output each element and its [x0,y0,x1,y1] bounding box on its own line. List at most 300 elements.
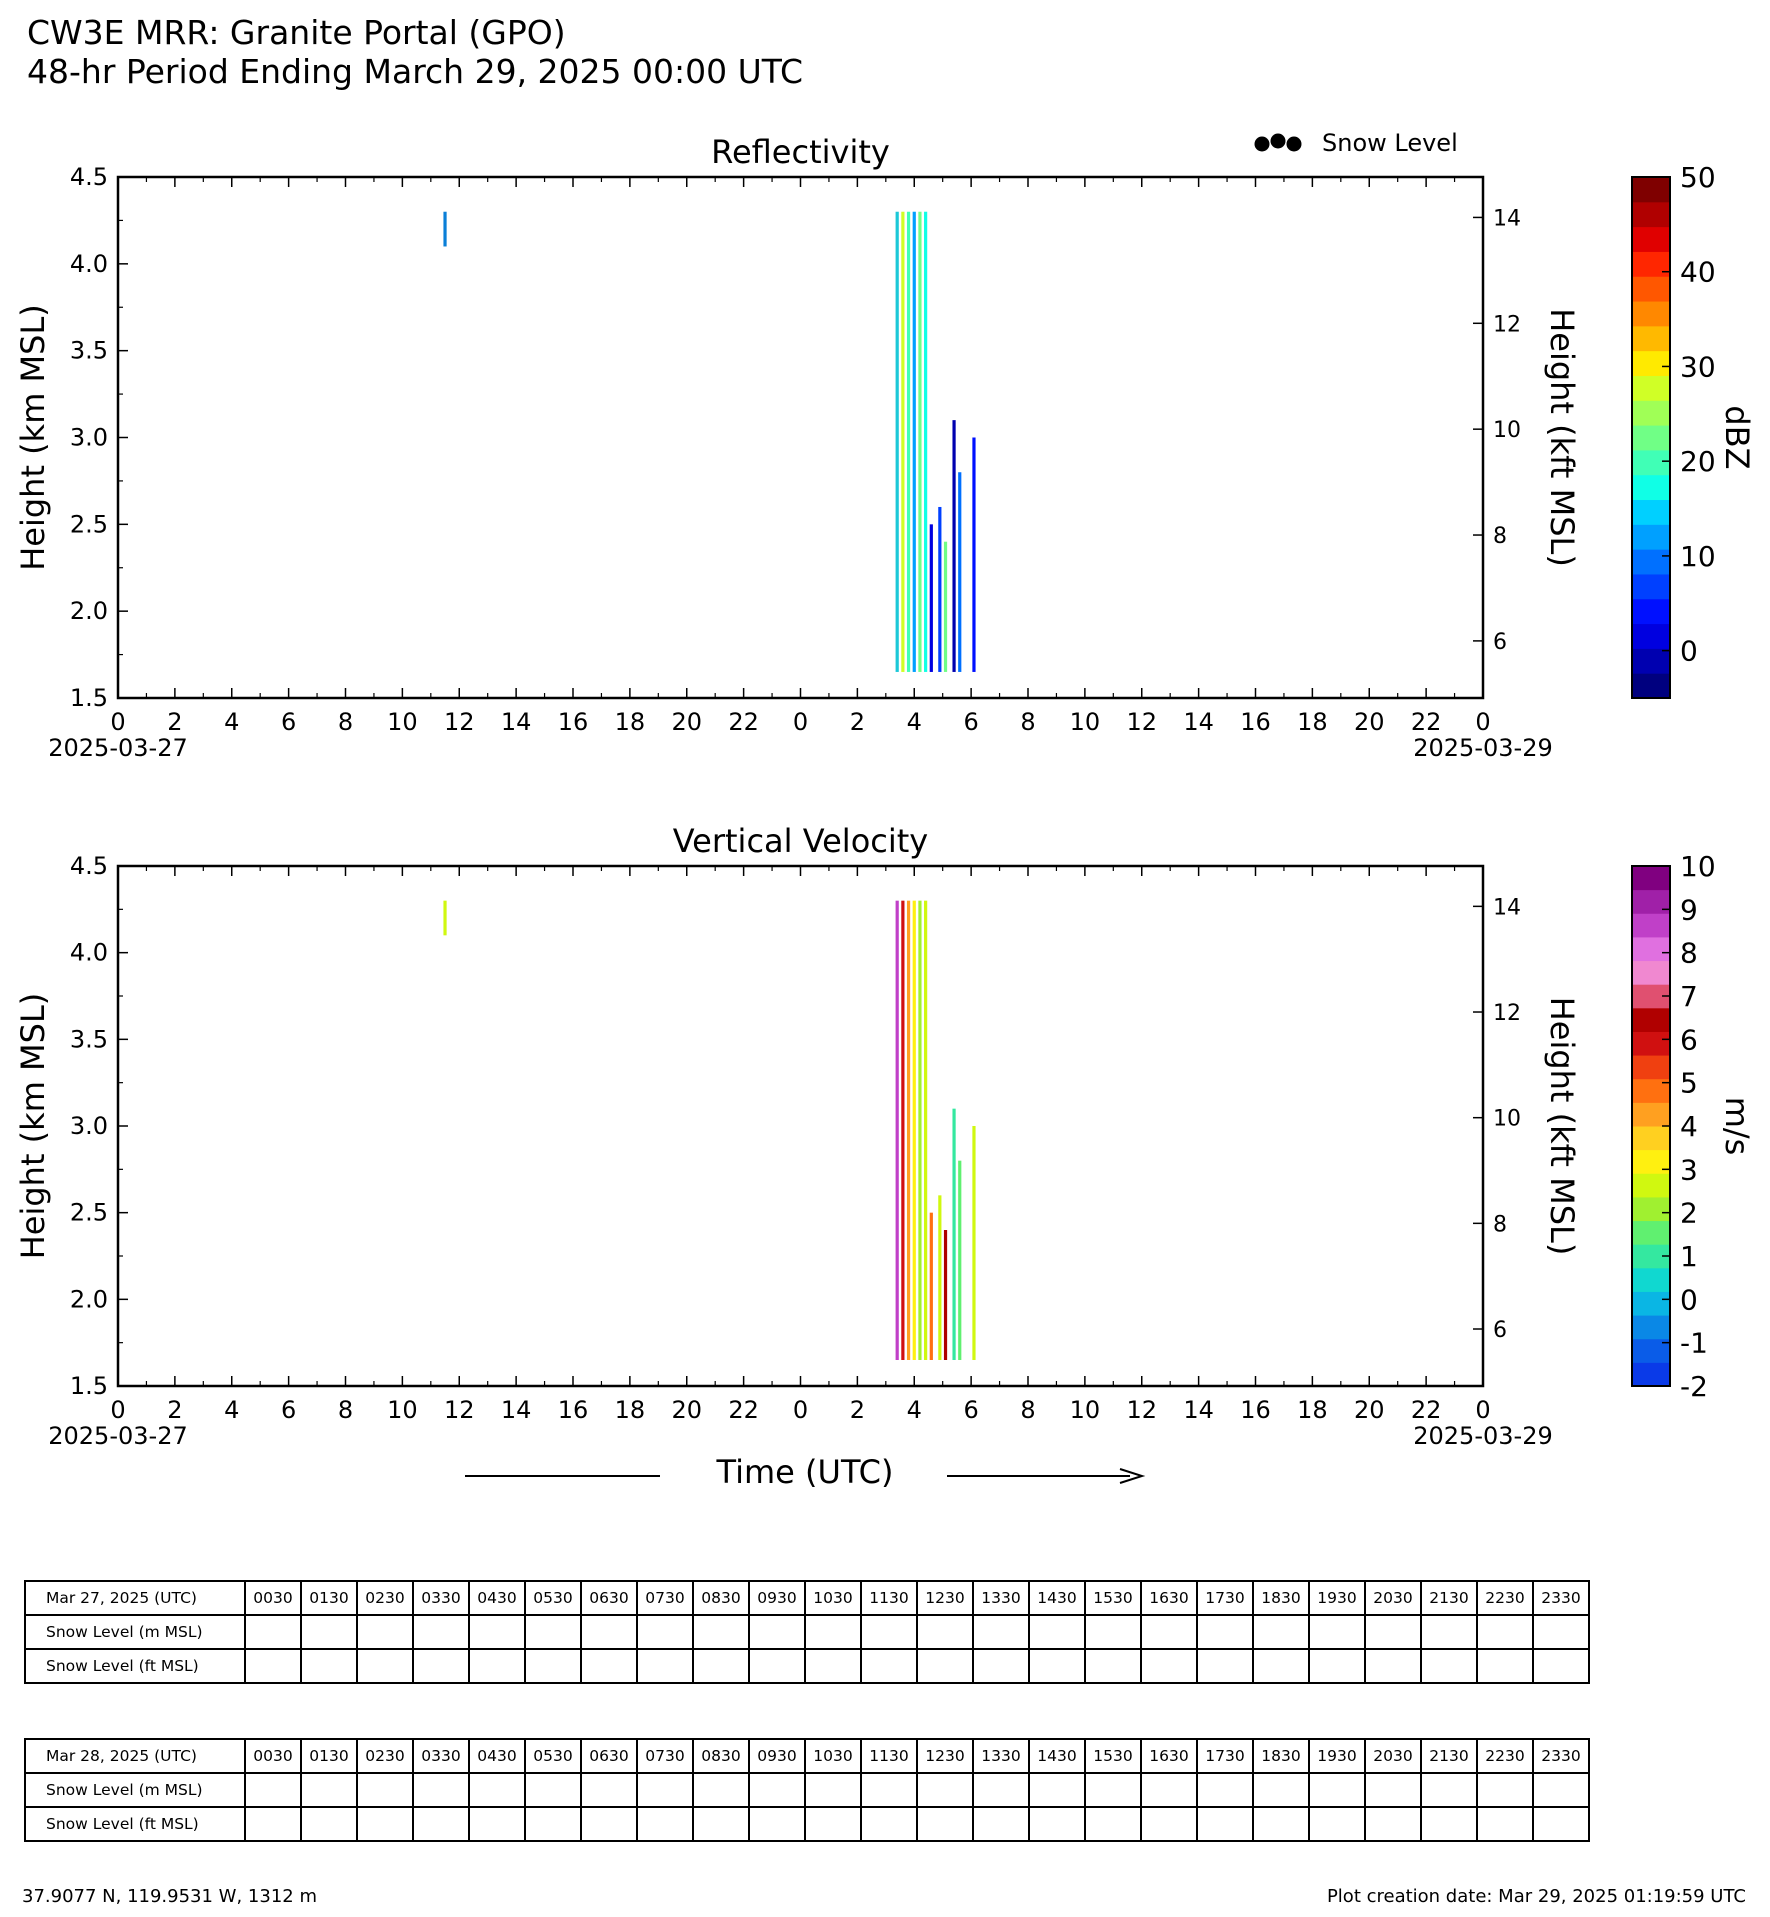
snow-level-ft-cell [973,1807,1029,1841]
snow-level-m-cell [693,1773,749,1807]
time-header-cell: 1330 [973,1739,1029,1773]
x-tick-label: 8 [1020,708,1036,736]
y-tick-label: 2.0 [69,1285,108,1314]
colorbar-segment [1632,524,1670,549]
snow-level-m-cell [413,1773,469,1807]
time-header-cell: 1230 [917,1581,973,1615]
snow-level-ft-cell [1197,1649,1253,1683]
colorbar-segment [1632,866,1670,890]
x-tick-label: 0 [110,1396,126,1424]
y-tick-label: 1.5 [69,1372,108,1400]
colorbar-segment [1632,1031,1670,1055]
snow-level-m-cell [861,1773,917,1807]
snow-level-ft-cell [1197,1807,1253,1841]
snow-level-m-cell [469,1773,525,1807]
y-right-tick-label: 6 [1493,629,1507,655]
x-tick-label: 20 [671,1396,703,1424]
colorbar-segment [1632,961,1670,985]
y-tick-label: 3.0 [69,423,108,452]
x-tick-label: 18 [614,708,646,736]
x-tick-label: 18 [614,1396,646,1424]
y-tick-label: 3.5 [69,336,108,365]
x-tick-label: 16 [557,708,589,736]
y-tick-label: 4.5 [69,852,108,880]
colorbar-segment [1632,624,1670,649]
time-header-cell: 1730 [1197,1581,1253,1615]
echo-column [938,1195,941,1360]
time-header-cell: 0430 [469,1581,525,1615]
x-tick-label: 10 [1069,708,1101,736]
time-header-cell: 1830 [1253,1581,1309,1615]
time-header-cell: 0830 [693,1739,749,1773]
table-row [25,1773,1589,1807]
time-header-cell: 0230 [357,1739,413,1773]
snow-level-m-cell [973,1773,1029,1807]
echo-column [972,1126,975,1360]
time-header-cell: 1830 [1253,1739,1309,1773]
x-tick-label: 12 [1126,708,1158,736]
snow-level-table-day2 [24,1738,1590,1842]
snow-level-ft-cell [1141,1649,1197,1683]
colorbar-segment [1632,1362,1670,1386]
snow-level-m-cell [1533,1773,1589,1807]
snow-level-m-cell [357,1773,413,1807]
snow-level-m-cell [805,1773,861,1807]
table-date-label: Mar 28, 2025 (UTC) [25,1739,245,1773]
colorbar-segment [1632,251,1670,276]
snow-level-m-cell [1141,1615,1197,1649]
x-tick-label: 20 [1353,708,1385,736]
colorbar-segment [1632,549,1670,574]
colorbar-segment [1632,375,1670,400]
x-tick-label: 0 [110,708,126,736]
colorbar-tick-label: -1 [1680,1326,1708,1360]
echo-column [944,1230,947,1360]
time-header-cell: 1130 [861,1739,917,1773]
snow-level-m-cell [1085,1773,1141,1807]
table-row [25,1649,1589,1683]
snow-level-ft-cell [357,1649,413,1683]
snow-level-m-cell [1197,1615,1253,1649]
snow-level-ft-cell [1253,1807,1309,1841]
y-axis-label: Height (km MSL) [14,304,52,571]
colorbar-tick-label: 1 [1680,1240,1698,1273]
colorbar-segment [1632,351,1670,376]
time-header-cell: 0630 [581,1739,637,1773]
x-tick-label: 20 [671,708,703,736]
snow-level-m-cell [1309,1773,1365,1807]
y-tick-label: 2.5 [69,510,108,539]
time-header-cell: 0030 [245,1581,301,1615]
colorbar-segment [1632,227,1670,252]
snow-level-m-cell [301,1615,357,1649]
y-tick-label: 4.0 [69,938,108,967]
snow-level-m-cell [1253,1615,1309,1649]
x-tick-label: 0 [792,708,809,736]
time-header-cell: 1430 [1029,1739,1085,1773]
x-tick-label: 0 [792,1396,809,1424]
time-header-cell: 0530 [525,1581,581,1615]
x-tick-label: 2 [167,1396,183,1424]
snow-level-m-cell [581,1615,637,1649]
snow-level-ft-cell [805,1807,861,1841]
table-row [25,1807,1589,1841]
table-date-label: Mar 27, 2025 (UTC) [25,1581,245,1615]
x-tick-label: 14 [500,1396,532,1424]
snow-level-ft-cell [1533,1649,1589,1683]
y-right-tick-label: 8 [1493,524,1507,550]
colorbar-segment [1632,1102,1670,1126]
echo-column [938,507,941,672]
x-tick-label: 22 [1410,708,1442,736]
colorbar-tick-label: 10 [1680,850,1716,883]
time-header-cell: 1030 [805,1739,861,1773]
snow-level-ft-cell [525,1807,581,1841]
snow-level-m-cell [525,1615,581,1649]
time-header-cell: 0530 [525,1739,581,1773]
echo-column [443,212,446,247]
echo-column [901,212,904,672]
y-axis-label: Height (km MSL) [14,992,52,1260]
colorbar-segment [1632,202,1670,227]
snow-level-ft-cell [1309,1807,1365,1841]
colorbar-tick-label: 0 [1680,634,1698,668]
time-header-cell: 0730 [637,1739,693,1773]
snow-level-ft-cell [413,1807,469,1841]
snow-level-ft-cell [245,1649,301,1683]
colorbar-segment [1632,913,1670,937]
plot-creation-date: Plot creation date: Mar 29, 2025 01:19:59 UTC [1326,1886,1746,1907]
x-tick-label: 4 [906,1396,922,1424]
x-tick-label: 10 [387,708,418,736]
y-right-tick-label: 10 [1493,418,1521,444]
snow-level-m-cell [1477,1773,1533,1807]
snow-level-m-cell [413,1615,469,1649]
time-header-cell: 1730 [1197,1739,1253,1773]
time-header-cell: 1930 [1309,1581,1365,1615]
snow-level-ft-cell [1029,1649,1085,1683]
snow-level-marker [1271,134,1286,149]
colorbar-segment [1632,673,1670,698]
echo-column [918,901,921,1360]
snow-level-m-cell [637,1615,693,1649]
echo-column [930,1213,933,1360]
time-header-cell: 0130 [301,1739,357,1773]
colorbar-segment [1632,177,1670,202]
colorbar-segment [1632,890,1670,914]
echo-column [913,212,916,672]
x-tick-label: 22 [728,1396,759,1424]
station-location: 37.9077 N, 119.9531 W, 1312 m [22,1886,317,1907]
snow-level-m-cell [917,1773,973,1807]
snow-level-m-cell [917,1615,973,1649]
table-row [25,1581,1589,1615]
y-right-axis-label: Height (kft MSL) [1543,308,1581,567]
snow-level-m-cell [749,1773,805,1807]
colorbar-segment [1632,425,1670,450]
colorbar-segment [1632,326,1670,351]
colorbar-segment [1632,1126,1670,1150]
snow-level-m-cell [581,1773,637,1807]
time-header-cell: 0730 [637,1581,693,1615]
x-tick-label: 16 [1240,708,1271,736]
echo-column [958,1161,961,1360]
time-header-cell: 1230 [917,1739,973,1773]
snow-level-ft-cell [245,1807,301,1841]
x-tick-label: 0 [1475,1396,1491,1424]
x-tick-label: 6 [963,1396,979,1424]
colorbar-segment [1632,500,1670,525]
time-header-cell: 1430 [1029,1581,1085,1615]
y-right-tick-label: 14 [1493,206,1521,232]
colorbar-segment [1632,475,1670,500]
snow-level-marker [1287,137,1302,152]
x-tick-label: 14 [1183,708,1214,736]
x-date-start: 2025-03-27 [48,734,188,762]
snow-level-m-cell [637,1773,693,1807]
time-header-cell: 0930 [749,1739,805,1773]
snow-level-m-cell [1421,1773,1477,1807]
colorbar-segment [1632,450,1670,475]
snow-level-ft-cell [1533,1807,1589,1841]
snow-level-m-cell [245,1615,301,1649]
colorbar-tick-label: -2 [1680,1370,1708,1403]
colorbar-segment [1632,599,1670,624]
y-tick-label: 3.0 [69,1112,108,1140]
echo-column [913,901,916,1360]
snow-level-ft-cell [693,1649,749,1683]
snow-level-ft-cell [749,1649,805,1683]
x-tick-label: 18 [1297,708,1328,736]
snow-level-ft-cell [357,1807,413,1841]
colorbar-segment [1632,648,1670,673]
snow-level-m-cell [693,1615,749,1649]
snow-level-ft-cell [861,1649,917,1683]
colorbar-segment [1632,1008,1670,1032]
colorbar-segment [1632,1197,1670,1221]
x-date-end: 2025-03-29 [1413,734,1553,762]
colorbar-tick-label: 50 [1680,161,1716,194]
x-tick-label: 6 [280,708,297,736]
y-right-tick-label: 6 [1493,1318,1507,1344]
time-header-cell: 1930 [1309,1739,1365,1773]
y-right-tick-label: 10 [1493,1106,1521,1132]
y-tick-label: 2.5 [69,1198,108,1227]
time-header-cell: 1630 [1141,1581,1197,1615]
time-header-cell: 2330 [1533,1581,1589,1615]
y-tick-label: 4.0 [69,249,108,278]
snow-level-m-cell [1085,1615,1141,1649]
snow-level-ft-cell [1309,1649,1365,1683]
echo-column [952,1109,955,1360]
colorbar-segment [1632,1315,1670,1339]
snow-level-ft-cell [1477,1649,1533,1683]
snow-level-ft-cell [1477,1807,1533,1841]
snow-level-ft-cell [693,1807,749,1841]
colorbar-tick-label: 3 [1680,1153,1698,1187]
plot-frame [118,866,1483,1386]
panel-title: Reflectivity [711,133,890,171]
echo-column [958,472,961,672]
colorbar-segment [1632,276,1670,301]
figure-title: CW3E MRR: Granite Portal (GPO) [27,13,566,52]
snow-level-ft-cell [1365,1807,1421,1841]
snow-level-m-cell [469,1615,525,1649]
colorbar-tick-label: 9 [1680,893,1698,927]
x-tick-label: 22 [728,708,759,736]
echo-column [896,901,899,1360]
colorbar-tick-label: 6 [1680,1023,1698,1057]
colorbar-tick-label: 20 [1680,445,1716,479]
time-header-cell: 2030 [1365,1739,1421,1773]
echo-column [901,901,904,1360]
x-tick-label: 14 [1183,1396,1214,1424]
x-tick-label: 4 [224,1396,240,1424]
snow-level-m-cell [1365,1773,1421,1807]
colorbar-segment [1632,400,1670,425]
x-tick-label: 10 [387,1396,418,1424]
snow-level-ft-cell [973,1649,1029,1683]
x-tick-label: 20 [1353,1396,1385,1424]
snow-level-ft-cell [469,1807,525,1841]
snow-level-ft-cell [637,1807,693,1841]
x-tick-label: 0 [1475,708,1491,736]
snow-level-ft-cell [1085,1649,1141,1683]
snow-level-m-cell [973,1615,1029,1649]
y-tick-label: 1.5 [69,684,108,712]
echo-column [907,901,910,1360]
x-tick-label: 4 [906,708,922,736]
snow-level-marker [1255,137,1270,152]
echo-column [972,438,975,672]
time-header-cell: 1530 [1085,1739,1141,1773]
snow-level-ft-cell [805,1649,861,1683]
snow-level-ft-cell [525,1649,581,1683]
colorbar-segment [1632,937,1670,961]
x-tick-label: 16 [557,1396,589,1424]
colorbar-tick-label: 8 [1680,936,1698,970]
x-tick-label: 12 [443,1396,475,1424]
plot-frame [118,177,1483,698]
x-tick-label: 8 [337,1396,354,1424]
snow-level-m-cell [861,1615,917,1649]
x-tick-label: 18 [1297,1396,1328,1424]
snow-level-m-cell [1533,1615,1589,1649]
snow-level-m-label: Snow Level (m MSL) [25,1615,245,1649]
snow-level-m-cell [245,1773,301,1807]
x-tick-label: 22 [1410,1396,1442,1424]
snow-level-m-cell [301,1773,357,1807]
snow-level-ft-cell [413,1649,469,1683]
x-tick-label: 2 [167,708,183,736]
time-header-cell: 0230 [357,1581,413,1615]
colorbar-tick-label: 2 [1680,1196,1698,1230]
time-header-cell: 2230 [1477,1739,1533,1773]
x-tick-label: 2 [849,708,866,736]
x-tick-label: 2 [849,1396,866,1424]
echo-column [896,212,899,672]
colorbar-tick-label: 40 [1680,255,1716,289]
snow-level-ft-cell [749,1807,805,1841]
snow-level-m-cell [525,1773,581,1807]
y-right-tick-label: 14 [1493,895,1521,921]
snow-level-m-cell [749,1615,805,1649]
colorbar-segment [1632,301,1670,326]
colorbar-segment [1632,1173,1670,1197]
x-tick-label: 12 [443,708,475,736]
time-header-cell: 2230 [1477,1581,1533,1615]
snow-level-ft-label: Snow Level (ft MSL) [25,1649,245,1683]
colorbar-tick-label: 5 [1680,1066,1698,1100]
colorbar-label: m/s [1718,1096,1756,1156]
snow-level-ft-cell [1029,1807,1085,1841]
y-tick-label: 2.0 [69,597,108,626]
echo-column [924,212,927,672]
colorbar-segment [1632,1268,1670,1292]
snow-level-ft-cell [861,1807,917,1841]
time-header-cell: 0030 [245,1739,301,1773]
time-header-cell: 2130 [1421,1581,1477,1615]
time-header-cell: 1630 [1141,1739,1197,1773]
echo-column [952,420,955,672]
snow-level-ft-cell [1421,1649,1477,1683]
snow-level-m-cell [1029,1773,1085,1807]
x-tick-label: 8 [1020,1396,1036,1424]
time-header-cell: 1530 [1085,1581,1141,1615]
colorbar-label: dBZ [1718,405,1756,470]
x-tick-label: 10 [1069,1396,1101,1424]
snow-level-ft-cell [581,1807,637,1841]
y-right-tick-label: 12 [1493,312,1521,338]
x-tick-label: 12 [1126,1396,1158,1424]
time-header-cell: 2330 [1533,1739,1589,1773]
y-tick-label: 4.5 [69,163,108,191]
colorbar-tick-label: 4 [1680,1110,1698,1143]
snow-level-m-cell [1477,1615,1533,1649]
snow-level-m-cell [1141,1773,1197,1807]
snow-level-ft-cell [301,1807,357,1841]
colorbar-segment [1632,1055,1670,1079]
snow-level-ft-cell [637,1649,693,1683]
colorbar-tick-label: 10 [1680,539,1716,573]
colorbar-tick-label: 0 [1680,1283,1698,1317]
echo-column [930,524,933,672]
table-row [25,1739,1589,1773]
x-tick-label: 6 [280,1396,297,1424]
snow-level-m-cell [1029,1615,1085,1649]
time-header-cell: 2030 [1365,1581,1421,1615]
x-tick-label: 6 [963,708,979,736]
x-axis-label: Time (UTC) [716,1453,894,1491]
snow-level-m-cell [1309,1615,1365,1649]
snow-level-table-day1 [24,1580,1590,1684]
snow-level-ft-cell [1085,1807,1141,1841]
snow-level-ft-cell [917,1807,973,1841]
time-header-cell: 0130 [301,1581,357,1615]
snow-level-m-cell [1197,1773,1253,1807]
y-right-tick-label: 8 [1493,1212,1507,1238]
snow-level-ft-cell [581,1649,637,1683]
colorbar-segment [1632,574,1670,599]
snow-level-ft-cell [301,1649,357,1683]
colorbar-tick-label: 7 [1680,980,1698,1013]
echo-column [944,542,947,672]
colorbar-segment [1632,1150,1670,1174]
x-tick-label: 16 [1240,1396,1271,1424]
snow-level-m-cell [357,1615,413,1649]
legend-snow-level-label: Snow Level [1322,129,1458,157]
x-date-start: 2025-03-27 [48,1422,188,1450]
